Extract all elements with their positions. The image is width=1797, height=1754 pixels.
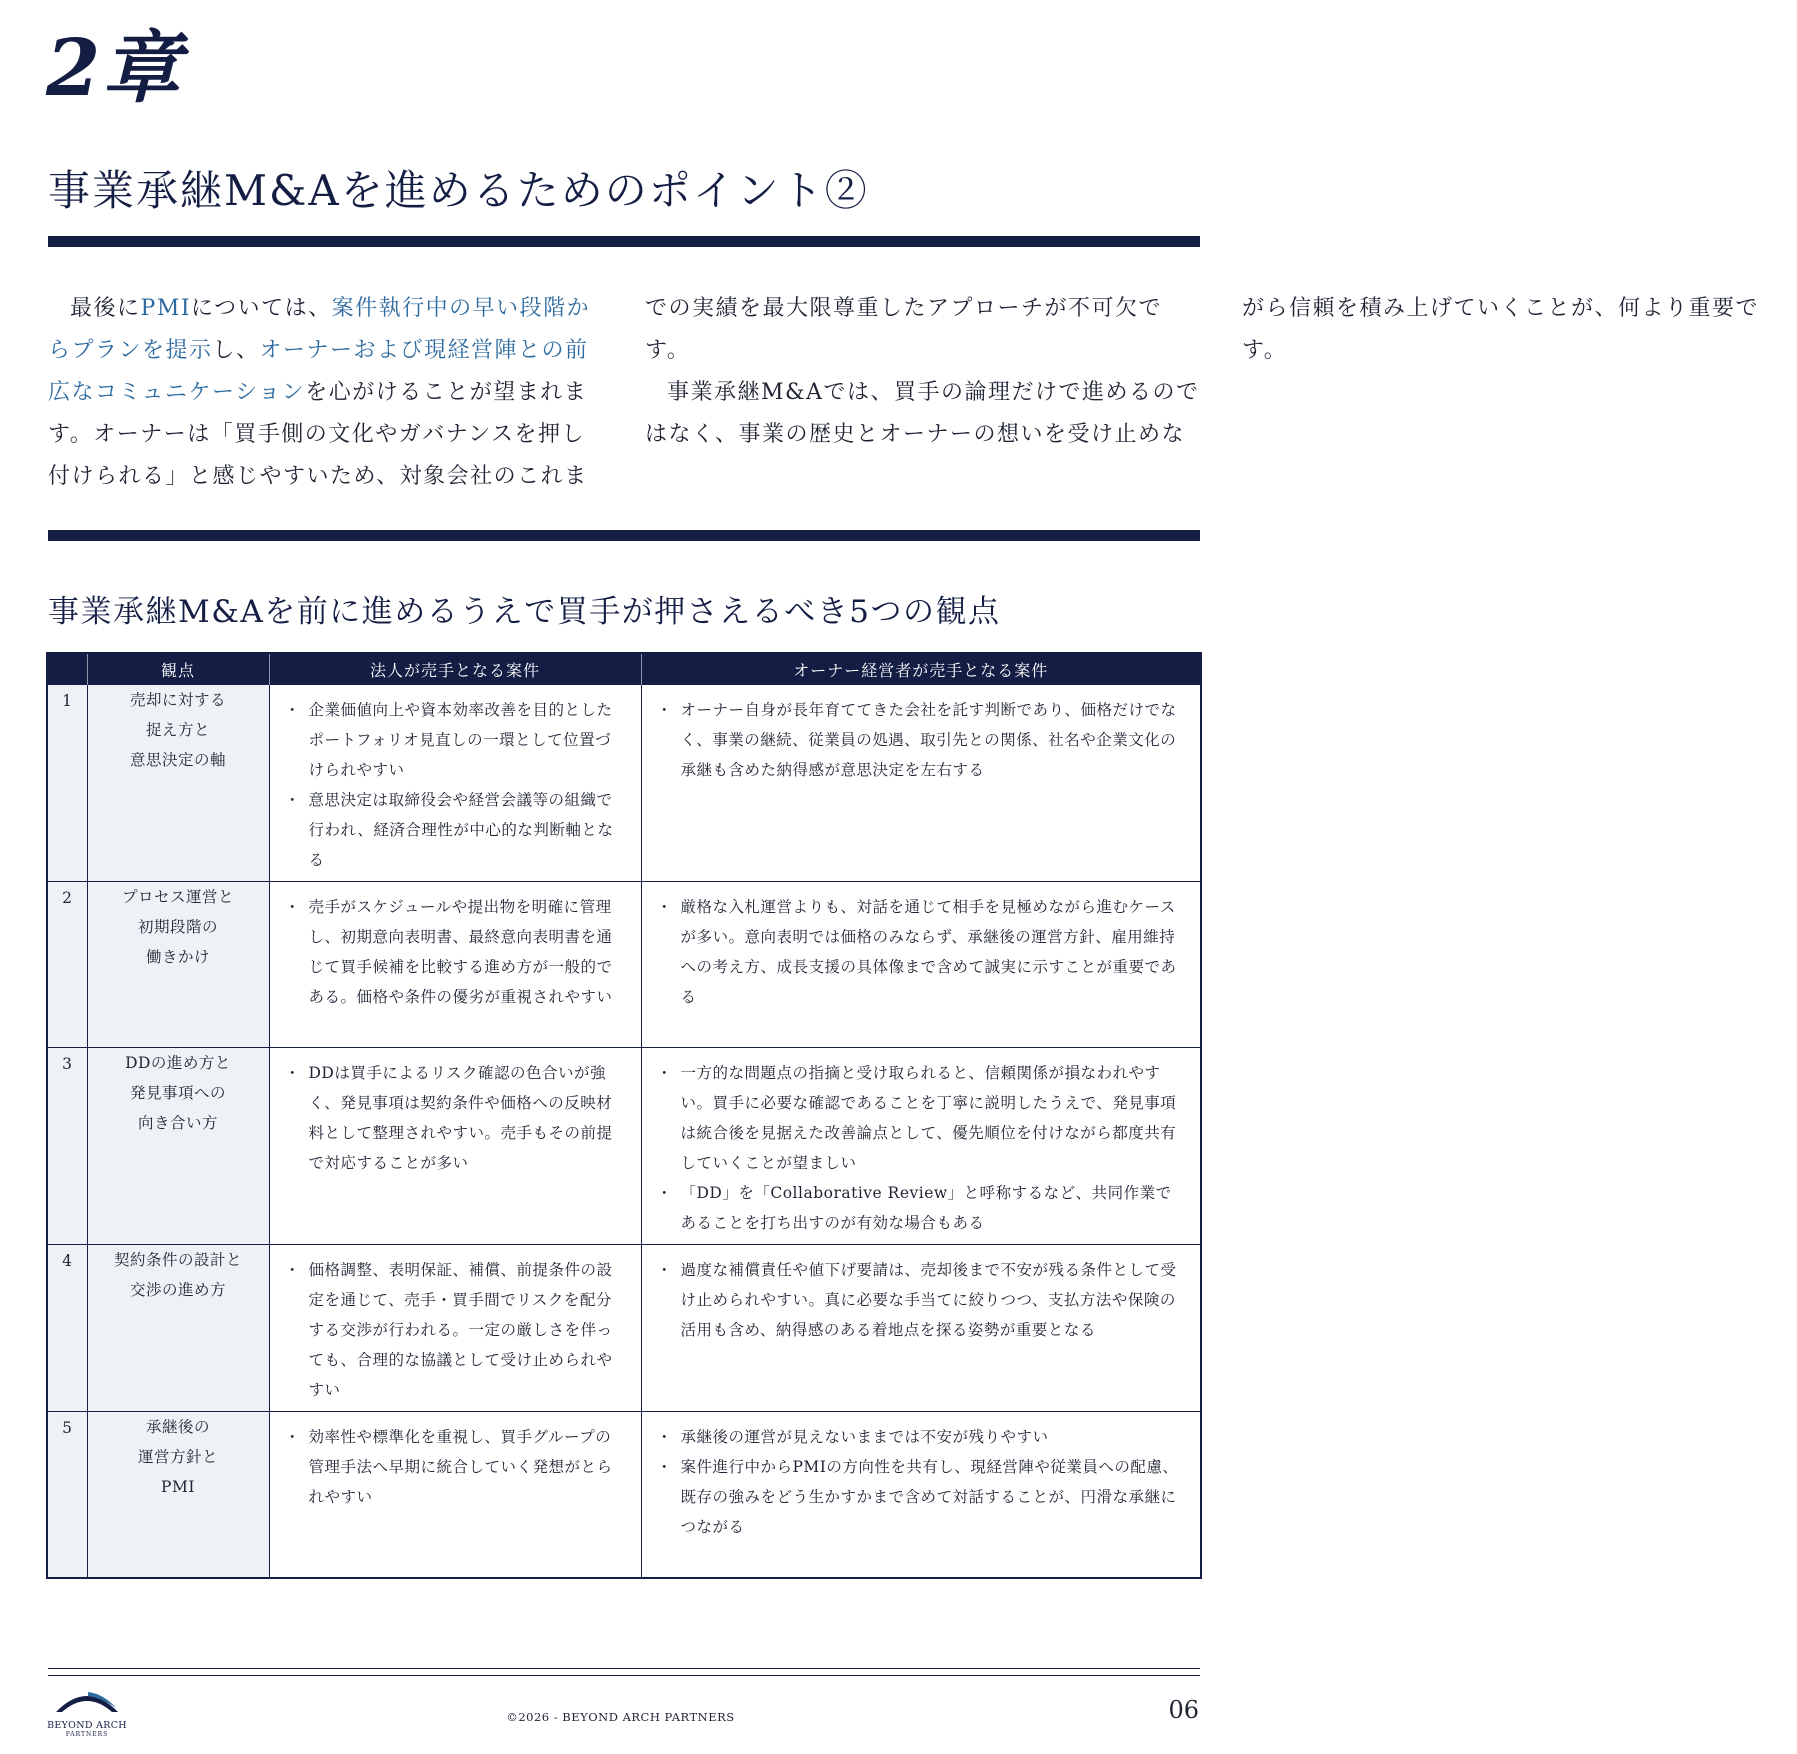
bullet-item: ・ 一方的な問題点の指摘と受け取られると、信頼関係が損なわれやすい。買手に必要な確認であることを丁寧に説明したうえで、発見事項は統合後を見据えた改善論点として、優先順位を付けながら都度共有していくことが望ましい <box>660 1058 1183 1178</box>
viewpoint-line: 発見事項への <box>129 1084 226 1102</box>
corporate-bullet-list <box>288 1058 623 1178</box>
owner-cell <box>641 1245 1201 1412</box>
owner-cell <box>641 1048 1201 1245</box>
owner-bullet-list <box>660 695 1183 785</box>
header-num <box>47 653 87 685</box>
viewpoint-line: DDの進め方と <box>125 1054 231 1072</box>
viewpoint-line: プロセス運営と <box>121 888 234 906</box>
logo-sub: PARTNERS <box>65 1731 109 1738</box>
page-title: 事業承継M&Aを進めるためのポイント② <box>48 166 869 215</box>
row-number: 2 <box>47 882 87 1048</box>
bullet-item: ・ 企業価値向上や資本効率改善を目的としたポートフォリオ見直しの一環として位置づけられやすい <box>288 695 623 785</box>
bullet-item: ・ 厳格な入札運営よりも、対話を通じて相手を見極めながら進むケースが多い。意向表明では価格のみならず、承継後の運営方針、雇用維持への考え方、成長支援の具体像まで含めて誠実に示すことが重要である <box>660 892 1183 1012</box>
chapter-label: 2章 <box>46 23 183 114</box>
owner-bullet-list <box>660 1058 1183 1238</box>
header-owner: オーナー経営者が売手となる案件 <box>641 653 1201 685</box>
intro-text-segment: 最後に <box>70 296 141 321</box>
owner-cell <box>641 1412 1201 1578</box>
highlighted-text: PMI <box>140 296 192 321</box>
viewpoint-cell <box>87 882 269 1048</box>
bullet-item: ・ 過度な補償責任や値下げ要請は、売却後まで不安が残る条件として受け止められやすい。真に必要な手当てに絞りつつ、支払方法や保険の活用も含め、納得感のある着地点を探る姿勢が重要となる <box>660 1255 1183 1345</box>
table-row <box>47 685 1201 882</box>
viewpoint-cell <box>87 1245 269 1412</box>
corporate-bullet-list <box>288 892 623 1012</box>
bullet-item: ・ 効率性や標準化を重視し、買手グループの管理手法へ早期に統合していく発想がとられやすい <box>288 1422 623 1512</box>
highlighted-text: オーナーおよび現経営陣との前広なコミュニケーション <box>48 338 589 405</box>
bullet-item: ・ 売手がスケジュールや提出物を明確に管理し、初期意向表明書、最終意向表明書を通じて買手候補を比較する進め方が一般的である。価格や条件の優劣が重視されやすい <box>288 892 623 1012</box>
footer-rule-bottom <box>48 1675 1200 1676</box>
viewpoint-line: 交渉の進め方 <box>129 1281 226 1299</box>
viewpoint-line: 承継後の <box>145 1418 210 1436</box>
title-divider <box>48 236 1200 247</box>
intro-text-segment: し、 <box>212 338 260 363</box>
footer-rule-top <box>48 1668 1200 1669</box>
row-number: 4 <box>47 1245 87 1412</box>
table-row <box>47 1048 1201 1245</box>
header-view: 観点 <box>87 653 269 685</box>
viewpoint-line: 捉え方と <box>145 721 210 739</box>
page-number: 06 <box>1168 1696 1199 1724</box>
bullet-item: ・ オーナー自身が長年育ててきた会社を託す判断であり、価格だけでなく、事業の継続、従業員の処遇、取引先との関係、社名や企業文化の承継も含めた納得感が意思決定を左右する <box>660 695 1183 785</box>
bullet-item: ・ 案件進行中からPMIの方向性を共有し、現経営陣や従業員への配慮、既存の強みをどう生かすかまで含めて対話することが、円滑な承継につながる <box>660 1452 1183 1542</box>
logo-name: BEYOND ARCH <box>47 1720 127 1731</box>
bullet-item: ・ 意思決定は取締役会や経営会議等の組織で行われ、経済合理性が中心的な判断軸となる <box>288 785 623 875</box>
intro-text-segment: については、 <box>191 296 332 321</box>
viewpoint-line: PMI <box>161 1478 195 1496</box>
owner-bullet-list <box>660 1422 1183 1542</box>
header-corporate: 法人が売手となる案件 <box>269 653 641 685</box>
owner-bullet-list <box>660 1255 1183 1345</box>
table-row <box>47 882 1201 1048</box>
corporate-cell <box>269 685 641 882</box>
viewpoint-cell <box>87 685 269 882</box>
bullet-item: ・ 「DD」を「Collaborative Review」と呼称するなど、共同作業であることを打ち出すのが有効な場合もある <box>660 1178 1183 1238</box>
corporate-bullet-list <box>288 1255 623 1405</box>
viewpoint-cell <box>87 1412 269 1578</box>
section-divider <box>48 530 1200 541</box>
viewpoint-line: 売却に対する <box>129 691 226 709</box>
bullet-item: ・ 価格調整、表明保証、補償、前提条件の設定を通じて、売手・買手間でリスクを配分する交渉が行われる。一定の厳しさを伴っても、合理的な協議として受け止められやすい <box>288 1255 623 1405</box>
corporate-cell <box>269 1412 641 1578</box>
corporate-cell <box>269 1048 641 1245</box>
owner-cell <box>641 882 1201 1048</box>
row-number: 1 <box>47 685 87 882</box>
viewpoint-line: 初期段階の <box>137 918 218 936</box>
section-title: 事業承継M&Aを前に進めるうえで買手が押さえるべき5つの観点 <box>48 594 1001 630</box>
row-number: 5 <box>47 1412 87 1578</box>
corporate-bullet-list <box>288 695 623 875</box>
viewpoint-cell <box>87 1048 269 1245</box>
viewpoint-line: 運営方針と <box>137 1448 218 1466</box>
table-row <box>47 1412 1201 1578</box>
viewpoint-line: 向き合い方 <box>137 1114 218 1132</box>
bullet-item: ・ DDは買手によるリスク確認の色合いが強く、発見事項は契約条件や価格への反映材料として整理されやすい。売手もその前提で対応することが多い <box>288 1058 623 1178</box>
viewpoint-line: 働きかけ <box>145 948 210 966</box>
intro-text-segment: を心がけることが望まれます。オーナーは「買手側の文化やガバナンスを押し付けられる」と感じやすいため、対象会社のこれまでの実績を最大限尊重したアプローチが不可欠です。 <box>48 296 1163 489</box>
owner-bullet-list <box>660 892 1183 1012</box>
bullet-item: ・ 承継後の運営が見えないままでは不安が残りやすい <box>660 1422 1183 1452</box>
table-body <box>47 685 1201 1578</box>
table-header-row <box>47 653 1201 685</box>
table-row <box>47 1245 1201 1412</box>
highlighted-text: 案件執行中の早い段階からプランを提示 <box>48 296 591 363</box>
viewpoint-line: 意思決定の軸 <box>129 751 226 769</box>
intro-paragraph-2: 事業承継M&Aでは、買手の論理だけで進めるのではなく、事業の歴史とオーナーの想いを受け止めながら信頼を積み上げていくことが、何より重要です。 <box>645 296 1760 447</box>
corporate-cell <box>269 1245 641 1412</box>
owner-cell <box>641 685 1201 882</box>
row-number: 3 <box>47 1048 87 1245</box>
copyright: ©2026 - BEYOND ARCH PARTNERS <box>506 1710 735 1724</box>
intro-text <box>48 288 1760 498</box>
points-table <box>46 652 1202 1579</box>
corporate-bullet-list <box>288 1422 623 1512</box>
viewpoint-line: 契約条件の設計と <box>113 1251 242 1269</box>
corporate-cell <box>269 882 641 1048</box>
